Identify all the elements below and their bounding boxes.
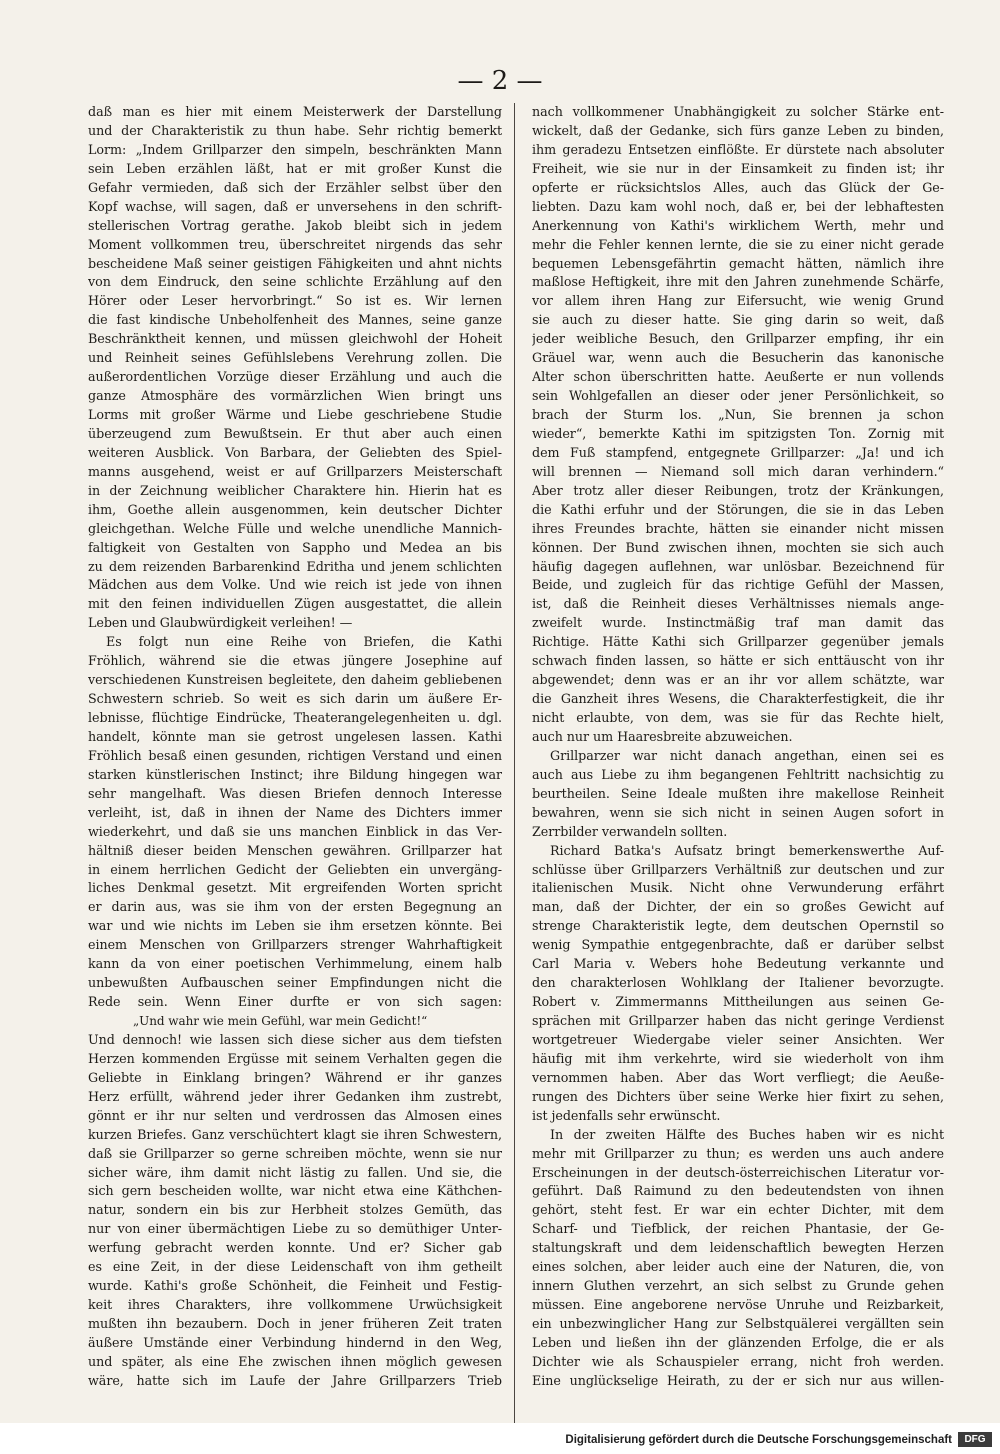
text-line: zweifelt wurde. Instinctmäßig traf man damit das [532,615,944,631]
text-line: mußten ihn bezaubern. Doch in jener früheren Zeit traten [88,1316,502,1331]
text-line: nur von einer übermächtigen Liebe zu so demüthiger Unter- [88,1221,502,1237]
text-line: gönnt er ihr nur selten und verdrossen das Almosen eines [88,1107,502,1123]
text-line: in einem herrlichen Gedicht der Geliebten ein unvergäng- [88,861,502,877]
text-line: Hörer oder Leser hervorbringt.“ So ist es. Wir lernen [88,293,502,309]
text-line: Moment vollkommen treu, überschreitet nirgends das sehr [88,236,502,252]
text-line: natur, sondern ein bis zur Herbheit stolzes Gemüth, das [88,1202,502,1218]
text-line: Dichter wie als Schauspieler errang, nicht froh werden. [532,1353,944,1369]
text-line: wäre, hatte sich im Laufe der Jahre Grillparzers Trieb [88,1372,502,1388]
text-line: in der Zeichnung weiblicher Charaktere hin. Hierin hat es [88,482,502,498]
text-line: Lorm: „Indem Grillparzer den simpeln, beschränkten Mann [88,141,502,157]
text-line: Herz erfüllt, während jeder ihrer Gedanken ihm zustrebt, [88,1088,502,1104]
text-line: eines solchen, aber leider auch eine der Naturen, die, von [532,1259,944,1275]
text-line: manns ausgehend, weist er auf Grillparzers Meisterschaft [88,463,502,479]
text-line: Scharf- und Tiefblick, der reichen Phantasie, der Ge- [532,1221,944,1237]
text-line: starken künstlerischen Instinct; ihre Bildung hingegen war [88,766,502,782]
text-line: man, daß der Dichter, der ein so großes Gewicht auf [532,899,944,915]
text-line: ist, daß die Reinheit dieses Verhältnisses niemals ange- [532,596,944,612]
text-line: Mädchen aus dem Volke. Und wie reich ist jede von ihnen [88,577,502,593]
text-line: beurtheilen. Seine Ideale mußten ihre makellose Reinheit [532,785,944,801]
text-line: Gräuel war, wenn auch die Besucherin das kanonische [532,350,944,366]
text-line: brach der Sturm los. „Nun, Sie brennen ja schon [532,407,944,422]
text-line: maßlose Heftigkeit, ihre mit den Jahren zunehmende Schärfe, [532,274,944,290]
text-line: die fast kindische Unbeholfenheit des Mannes, seine ganze [88,312,502,328]
text-line: Beide, und zugleich für das richtige Gefühl der Massen, [532,577,944,593]
text-line: die Kathi erfuhr und der Störungen, die sie in das Leben [532,501,944,517]
text-line: Richard Batka's Aufsatz bringt bemerkenswerthe Auf- [550,842,944,858]
text-line: wiederkehrt, und daß sie uns manchen Einblick in das Ver- [88,823,502,839]
text-line: innern Gluthen verzehrt, an sich selbst zu Grunde gehen [532,1278,944,1294]
text-line: von dem Eindruck, den seine schlichte Erzählung auf den [88,274,502,290]
text-line: sein Wohlgefallen an dieser oder jener Persönlichkeit, so [532,388,944,404]
text-line: hältniß dieser beiden Menschen gewähren. Grillparzer hat [88,842,502,858]
text-line: ein unbezwinglicher Hang zur Selbstquälerei vergällten sein [532,1316,944,1331]
text-line: Fröhlich, während sie die etwas jüngere Josephine auf [88,653,502,669]
text-line: jeder weibliche Besuch, den Grillparzer empfing, ihr ein [532,331,944,347]
text-line: keit ihres Charakters, ihre vollkommene Urwüchsigkeit [88,1297,502,1313]
text-line: gleichgethan. Welche Fülle und welche unendliche Mannich- [88,520,502,536]
text-line: liebten. Dazu kam wohl noch, daß er, bei der lebhaftesten [532,198,944,214]
text-line: schwach finden lassen, so hätte er sich enttäuscht von ihr [532,653,944,669]
text-line: wortgetreuer Wiedergabe vieler seiner Ansichten. Wer [532,1031,944,1047]
text-line: sicher wäre, ihm damit nicht lästig zu fallen. Und sie, die [88,1164,502,1180]
text-line: unbewußten Aufbauschen seiner Empfindungen nicht die [88,975,502,991]
text-line: daß sie Grillparzer so gerne schreiben möchte, wenn sie nur [88,1145,502,1161]
text-line: häufig dagegen auflehnen, war unlösbar. Bezeichnend für [532,558,944,574]
text-column-left [88,103,502,1423]
text-line: sein Leben erzählen läßt, hat er mit großer Kunst die [88,160,502,176]
text-line: Beschränktheit kennen, und müssen gleichwohl der Hoheit [88,331,502,347]
text-line: Aber trotz aller dieser Reibungen, trotz der Kränkungen, [532,482,944,498]
text-line: abgewendet; denn was er an ihr vor allem schätzte, war [532,672,944,688]
page-number: — 2 — [457,66,543,96]
text-line: bewahren, wenn sie sich nicht in seinen Augen sofort in [532,804,944,820]
text-line: auch nur um Haaresbreite abzuweichen. [532,728,793,744]
text-line: überzeugend zum Bewußtsein. Er thut aber auch einen [88,425,502,441]
text-line: faltigkeit von Gestalten von Sappho und Medea an bis [88,539,502,555]
text-line: ihres Freundes brachte, hätten sie einander nicht missen [532,520,944,536]
text-line: bescheidene Maß seiner geistigen Fähigkeiten und ahnt nichts [88,255,502,271]
text-line: nach vollkommener Unabhängigkeit zu solcher Stärke ent- [532,104,944,119]
text-line: Geliebte in Einklang bringen? Während er ihr ganzes [88,1069,502,1085]
text-line: Gefahr vermieden, daß sich der Erzähler selbst über den [88,179,502,195]
text-line: Fröhlich besaß einen gesunden, richtigen Verstand und einen [88,747,502,763]
text-line: Herzen kommenden Ergüsse mit seinem Verhalten gegen die [88,1050,502,1066]
text-line: Kopf wachse, will sagen, daß er unversehens in den schrift- [88,198,502,214]
text-line: Zerrbilder verwandeln sollten. [532,823,728,839]
text-line: rungen des Dichters über seine Werke hier fixirt zu sehen, [532,1088,944,1104]
text-line: Freiheit, wie sie nur in der Einsamkeit zu finden ist; ihr [532,160,944,176]
text-line: Leben und Glaubwürdigkeit verleihen! — [88,615,353,631]
text-line: wurde. Kathi's große Schönheit, die Feinheit und Festig- [88,1278,502,1294]
text-line: häufig mit ihm verkehrte, wird sie wiederholt von ihm [532,1050,944,1066]
text-line: sehr mangelhaft. Was diesen Briefen dennoch Interesse [88,785,502,801]
text-line: schlüsse über Grillparzers Verhältniß zur deutschen und zur [532,861,944,877]
text-line: mehr mit Grillparzer zu thun; es werden uns auch andere [532,1145,944,1161]
text-line: Schwestern schrieb. So weit es sich darin um äußere Er- [88,691,502,707]
text-line: sie auch zu dieser hatte. Sie ging darin so weit, daß [532,312,944,328]
text-line: verleiht, ist, daß in ihnen der Name des Dichters immer [88,804,502,820]
text-line: Erscheinungen in der deutsch-österreichischen Literatur vor- [532,1164,944,1180]
text-line: Es folgt nun eine Reihe von Briefen, die Kathi [106,634,502,650]
text-line: liches Denkmal gesetzt. Mit ergreifenden Worten spricht [88,880,502,896]
text-line: Grillparzer war nicht danach angethan, einen sei es [550,747,944,763]
verse-quote: „Und wahr wie mein Gefühl, war mein Gedicht!“ [133,1014,428,1028]
text-line: und der Charakteristik zu thun habe. Sehr richtig bemerkt [88,122,502,138]
text-line: sprächen mit Grillparzer haben das nicht geringe Verdienst [532,1013,944,1028]
text-column-right [532,103,944,1423]
text-line: will brennen — Niemand soll mich daran verhindern.“ [532,463,944,479]
text-line: mehr die Fehler kennen lernte, die sie zu einer nicht gerade [532,236,944,252]
text-line: außerordentlichen Vorzüge dieser Erzählung und auch die [88,369,502,385]
text-line: ihm geradezu Entsetzen einflößte. Er dürstete nach absoluter [532,141,944,157]
text-line: den charakterlosen Wohlklang der Italiener bevorzugte. [532,975,944,991]
text-line: äußere Umstände einer Verbindung hindernd in den Weg, [88,1334,502,1350]
text-line: staltungskraft und dem leidenschaftlich bewegten Herzen [532,1240,944,1256]
column-divider [514,103,515,1423]
text-line: Robert v. Zimmermanns Mittheilungen aus seinen Ge- [532,994,944,1010]
text-line: ganze Atmosphäre des vormärzlichen Wien bringt uns [88,388,502,404]
text-line: werfung gebracht werden konnte. Und er? Sicher gab [88,1240,502,1256]
text-line: wenig Sympathie entgegenbrachte, daß er darüber selbst [532,937,944,953]
funding-notice: Digitalisierung gefördert durch die Deutsche Forschungsgemeinschaft [565,1434,952,1446]
dfg-logo-icon: DFG [958,1432,992,1447]
text-line: ist jedenfalls sehr erwünscht. [532,1107,721,1123]
text-line: kurzen Briefes. Ganz verschüchtert klagt sie ihren Schwestern, [88,1126,502,1142]
text-line: wieder“, bemerkte Kathi im spitzigsten Ton. Zornig mit [532,425,944,441]
text-line: war und wie nichts im Leben sie ihm ersetzen könnte. Bei [88,918,502,934]
text-line: bequemen Lebensgefährtin gemacht hätten, nämlich ihre [532,255,944,271]
text-line: Anerkennung von Kathi's wirklichem Werth, mehr und [532,217,944,233]
text-line: dem Fuß stampfend, entgegnete Grillparzer: „Ja! und ich [532,444,944,460]
text-line: müssen. Eine angeborene nervöse Unruhe und Reizbarkeit, [532,1297,944,1313]
text-line: ihm, Goethe allein ausgenommen, kein deutscher Dichter [88,501,502,517]
text-line: italienischen Musik. Nicht ohne Verwunderung erfährt [532,880,944,896]
text-line: es eine Zeit, in der diese Leidenschaft von ihm getheilt [88,1259,502,1275]
text-line: stellerischen Vortrag gerathe. Jakob bleibt sich in jedem [88,217,502,233]
text-line: Alter schon überschritten hatte. Aeußerte er nun vollends [532,369,944,385]
text-line: lebnisse, flüchtige Eindrücke, Theaterangelegenheiten u. dgl. [88,710,502,725]
text-line: strenge Charakteristik legte, dem deutschen Opernstil so [532,918,944,934]
text-line: In der zweiten Hälfte des Buches haben wir es nicht [550,1126,944,1142]
text-line: die Ganzheit ihres Wesens, die Charakterfestigkeit, die ihr [532,691,944,707]
text-line: geführt. Daß Raimund zu den bedeutendsten von ihnen [532,1183,944,1199]
text-line: vor allem ihren Hang zur Eifersucht, wie wenig Grund [532,293,944,309]
text-line: mit den feinen individuellen Zügen ausgestattet, die allein [88,596,502,612]
text-line: können. Der Bund zwischen ihnen, mochten sie sich auch [532,539,944,555]
text-line: gehört, steht fest. Er war ein echter Dichter, mit dem [532,1202,944,1218]
text-line: daß man es hier mit einem Meisterwerk der Darstellung [88,104,502,119]
text-line: und Reinheit seines Gefühlslebens Verehrung zollen. Die [88,350,502,366]
text-line: Richtige. Hätte Kathi sich Grillparzer gegenüber jemals [532,634,944,650]
text-line: nicht erlaubte, von dem, was sie für das Rechte hielt, [532,710,944,725]
text-line: auch aus Liebe zu ihm begangenen Fehltritt nachsichtig zu [532,766,944,782]
text-line: wickelt, daß der Gedanke, sich fürs ganze Leben zu binden, [532,122,944,138]
text-line: Leben und ließen ihn der glänzenden Erfolge, die er als [532,1334,944,1350]
text-line: verschiedenen Kunstreisen begleitete, den daheim gebliebenen [88,672,502,688]
text-line: vernommen haben. Aber das Wort verfliegt; die Aeuße- [532,1069,944,1085]
text-line: Rede sein. Wenn Einer durfte er von sich sagen: [88,994,502,1010]
text-line: und später, als eine Ehe zwischen ihnen möglich gewesen [88,1353,502,1369]
text-line: kann da von einer poetischen Verhimmelung, einem halb [88,956,502,972]
text-line: sich gern bescheiden wollte, war nicht etwa eine Käthchen- [88,1183,502,1199]
text-line: Und dennoch! wie lassen sich diese sicher aus dem tiefsten [88,1031,502,1047]
text-line: er darin aus, was sie ihm von der ersten Begegnung an [88,899,502,915]
text-line: handelt, könnte man sie getrost ungelesen lassen. Kathi [88,728,502,744]
text-line: Carl Maria v. Webers hohe Bedeutung verkannte und [532,956,944,972]
text-line: einem Menschen von Grillparzers strenger Wahrhaftigkeit [88,937,502,953]
text-line: weiteren Ausblick. Von Barbara, der Geliebten des Spiel- [88,444,502,460]
text-line: Lorms mit großer Wärme und Liebe geschriebene Studie [88,407,502,422]
text-line: Eine unglückselige Heirath, zu der er sich nur aus willen- [532,1372,944,1388]
text-line: zu dem reizenden Barbarenkind Edritha und jenem schlichten [88,558,502,574]
text-line: opferte er rücksichtslos Alles, auch das Glück der Ge- [532,179,944,195]
